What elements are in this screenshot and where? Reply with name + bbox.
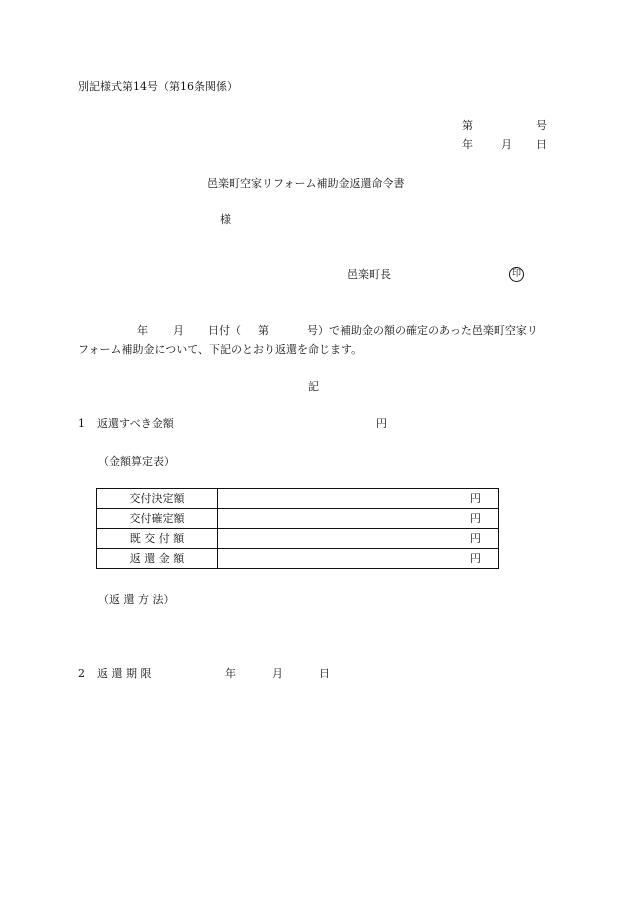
calc-unit: 円 bbox=[218, 489, 499, 509]
table-row bbox=[97, 529, 499, 549]
method-title: （返 還 方 法） bbox=[98, 593, 175, 606]
calc-table bbox=[96, 488, 499, 569]
table-row bbox=[97, 549, 499, 569]
item1-unit: 円 bbox=[376, 417, 387, 430]
calc-label: 交付決定額 bbox=[97, 489, 218, 509]
calc-label: 交付確定額 bbox=[97, 509, 218, 529]
issue-month: 月 bbox=[501, 138, 512, 151]
body-month: 月 bbox=[173, 324, 184, 337]
calc-unit: 円 bbox=[218, 509, 499, 529]
item1-label: 返還すべき金額 bbox=[97, 417, 174, 430]
table-row bbox=[97, 509, 499, 529]
item2-day: 日 bbox=[319, 667, 330, 680]
item1-number: 1 bbox=[78, 417, 85, 430]
item2-year: 年 bbox=[225, 667, 236, 680]
ki-heading: 記 bbox=[308, 380, 319, 393]
issue-year: 年 bbox=[462, 138, 473, 151]
item2-number: 2 bbox=[78, 667, 85, 680]
calc-label: 既 交 付 額 bbox=[97, 529, 218, 549]
body-dai: 第 bbox=[258, 324, 269, 337]
doc-number-go: 号 bbox=[536, 119, 547, 132]
form-number: 別記様式第14号（第16条関係） bbox=[78, 80, 238, 93]
body-day-ref: 日付（ bbox=[208, 324, 241, 337]
document-title: 邑楽町空家リフォーム補助金返還命令書 bbox=[207, 177, 405, 190]
body-go-rest: 号）で補助金の額の確定のあった邑楽町空家リ bbox=[307, 324, 538, 337]
table-row bbox=[97, 489, 499, 509]
seal-mark: 印 bbox=[509, 267, 524, 282]
calc-label: 返 還 金 額 bbox=[97, 549, 218, 569]
issuer-name: 邑楽町長 bbox=[347, 268, 391, 281]
issue-day: 日 bbox=[536, 138, 547, 151]
calc-table-title: （金額算定表） bbox=[98, 455, 175, 468]
calc-unit: 円 bbox=[218, 549, 499, 569]
calc-unit: 円 bbox=[218, 529, 499, 549]
doc-number-dai: 第 bbox=[462, 119, 473, 132]
body-year: 年 bbox=[137, 324, 148, 337]
addressee-suffix: 様 bbox=[220, 213, 231, 226]
item2-month: 月 bbox=[272, 667, 283, 680]
body-line2: フォーム補助金について、下記のとおり返還を命じます。 bbox=[78, 343, 363, 356]
item2-label: 返 還 期 限 bbox=[97, 667, 152, 680]
